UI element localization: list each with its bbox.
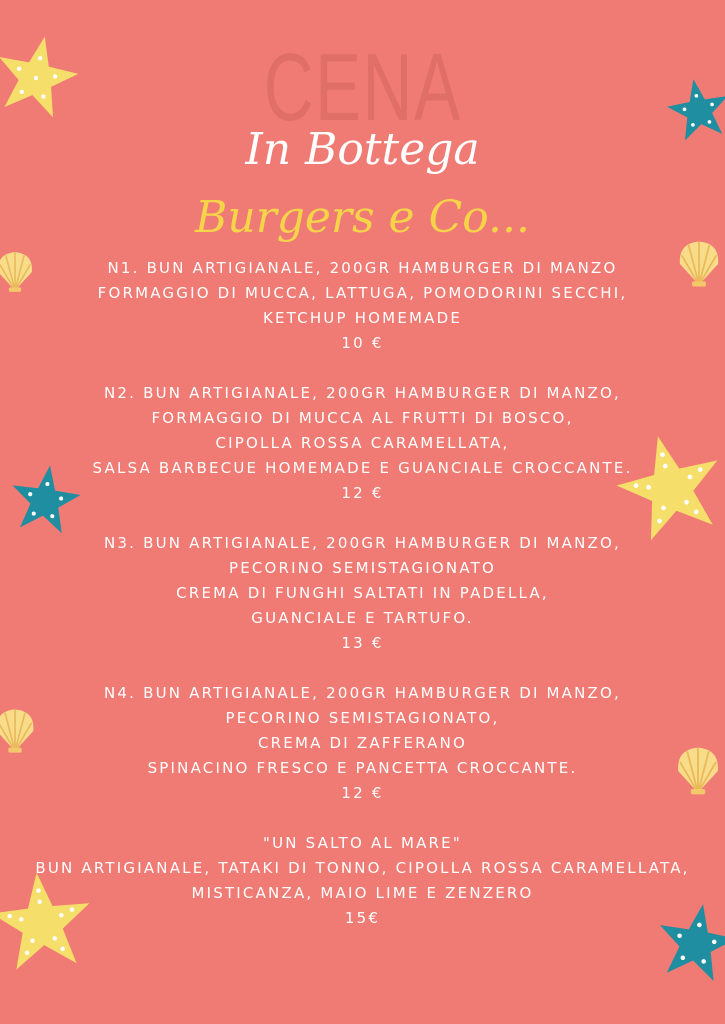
starfish-icon xyxy=(6,462,84,540)
item-line: PECORINO SEMISTAGIONATO xyxy=(228,559,497,577)
starfish-icon xyxy=(0,32,82,124)
starfish-icon xyxy=(612,430,725,548)
shell-icon xyxy=(0,704,40,758)
item-line: CREMA DI FUNGHI SALTATI IN PADELLA, xyxy=(176,584,549,602)
shell-icon xyxy=(0,246,38,298)
item-line: CREMA DI ZAFFERANO xyxy=(257,734,468,752)
item-line: SPINACINO FRESCO E PANCETTA CROCCANTE. xyxy=(147,759,578,777)
item-line: N1. BUN ARTIGIANALE, 200GR HAMBURGER DI MANZO xyxy=(107,259,618,277)
item-line: KETCHUP HOMEMADE xyxy=(262,309,463,327)
starfish-icon xyxy=(664,76,725,146)
item-line: BUN ARTIGIANALE, TATAKI DI TONNO, CIPOLLA ROSSA CARAMELLATA, xyxy=(35,859,690,877)
item-price: 10 € xyxy=(341,334,384,352)
item-line: GUANCIALE E TARTUFO. xyxy=(251,609,474,627)
menu-item xyxy=(0,831,725,931)
item-price: 15€ xyxy=(344,909,381,927)
menu-item xyxy=(0,681,725,806)
item-line: "UN SALTO AL MARE" xyxy=(263,834,462,852)
starfish-icon xyxy=(0,868,98,980)
background-word: CENA xyxy=(263,34,462,141)
menu-item xyxy=(0,256,725,356)
item-price: 12 € xyxy=(341,784,384,802)
shell-icon xyxy=(670,744,725,798)
item-line: N2. BUN ARTIGIANALE, 200GR HAMBURGER DI MANZO, xyxy=(103,384,622,402)
menu-item xyxy=(0,531,725,656)
item-line: N4. BUN ARTIGIANALE, 200GR HAMBURGER DI MANZO, xyxy=(103,684,622,702)
item-line: N3. BUN ARTIGIANALE, 200GR HAMBURGER DI MANZO, xyxy=(103,534,622,552)
shell-icon xyxy=(672,238,725,290)
item-line: PECORINO SEMISTAGIONATO, xyxy=(225,709,500,727)
item-line: SALSA BARBECUE HOMEMADE E GUANCIALE CROCCANTE. xyxy=(92,459,633,477)
item-line: MISTICANZA, MAIO LIME E ZENZERO xyxy=(191,884,534,902)
item-price: 12 € xyxy=(341,484,384,502)
menu-list xyxy=(0,256,725,931)
item-line: FORMAGGIO DI MUCCA AL FRUTTI DI BOSCO, xyxy=(151,409,574,427)
item-price: 13 € xyxy=(341,634,384,652)
item-line: FORMAGGIO DI MUCCA, LATTUGA, POMODORINI SECCHI, xyxy=(97,284,628,302)
menu-subtitle: Burgers e Co... xyxy=(195,192,530,243)
menu-title: In Bottega xyxy=(245,124,480,175)
starfish-icon xyxy=(652,900,725,988)
item-line: CIPOLLA ROSSA CARAMELLATA, xyxy=(215,434,510,452)
